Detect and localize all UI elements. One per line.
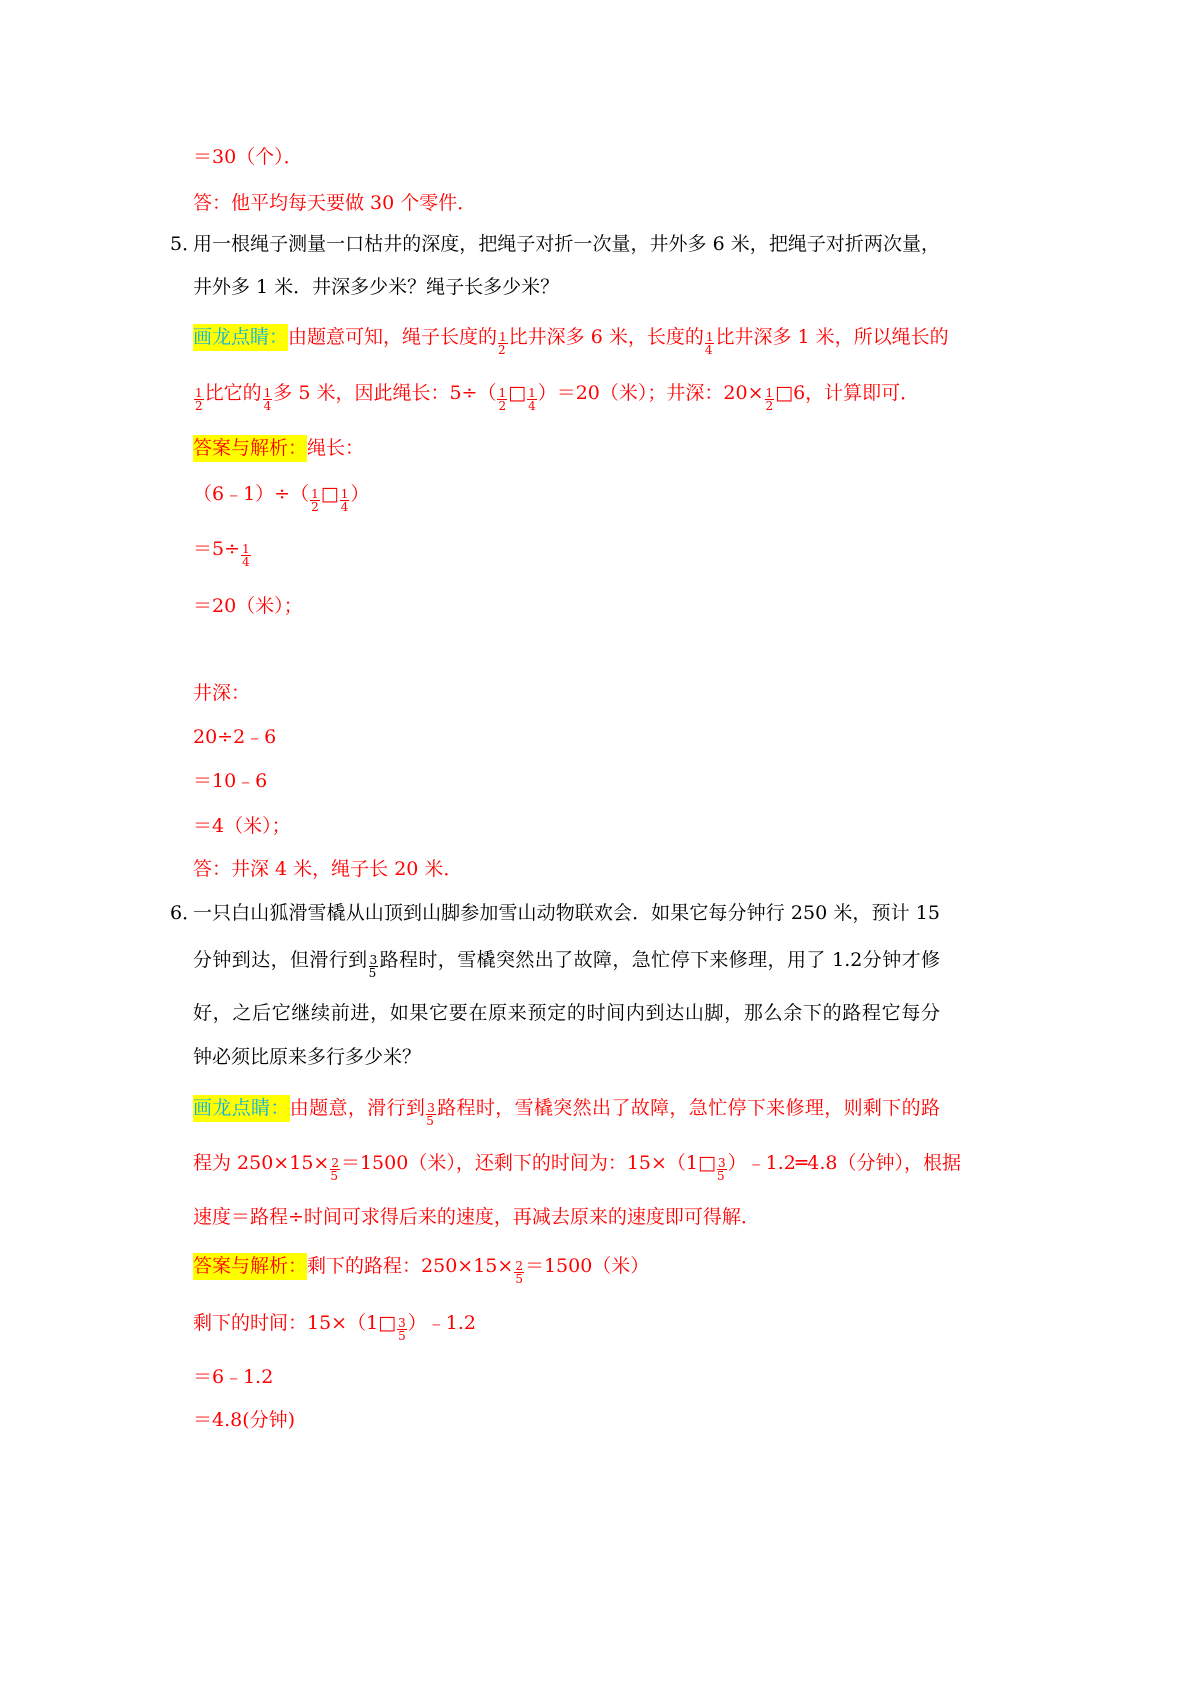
step-text: 剩下的路程：250×15×: [307, 1255, 514, 1277]
fraction-denominator: 2: [498, 343, 506, 357]
hint-text: 比它的: [204, 382, 262, 404]
hint-label: 画龙点睛：: [193, 324, 288, 351]
fraction-numerator: 3: [398, 1316, 406, 1330]
remaining-time-line: [193, 1311, 476, 1342]
fraction: [514, 1260, 524, 1285]
fraction: [194, 387, 204, 412]
fraction-numerator: 2: [515, 1259, 523, 1273]
hint-text: 程为 250×15×: [193, 1152, 330, 1174]
question-6-hint-line-1: [193, 1096, 940, 1127]
hint-text: ）＝20（米）；井深：20×: [537, 382, 764, 404]
fraction-denominator: 2: [765, 399, 774, 413]
fraction-numerator: 2: [331, 1156, 339, 1170]
fraction: [241, 543, 251, 568]
question-6-hint-line-3: 速度＝路程÷时间可求得后来的速度，再减去原来的速度即可得解．: [193, 1206, 760, 1228]
fraction: [497, 387, 507, 412]
well-depth-label: 井深：: [193, 682, 251, 704]
fraction-numerator: 1: [311, 487, 319, 501]
question-5-number: 5．: [170, 233, 202, 255]
step-text: ＝5÷: [193, 538, 241, 560]
fraction: [527, 387, 537, 412]
rope-step-3: ＝20（米）；: [193, 595, 303, 617]
fraction: [426, 1102, 436, 1127]
time-step-2: ＝4.8(分钟): [193, 1409, 296, 1431]
step-text: ）: [350, 483, 370, 505]
fraction: [705, 331, 715, 356]
question-text: 分钟到达，但滑行到: [193, 949, 368, 971]
fraction-denominator: 4: [263, 399, 272, 413]
rope-step-2: [193, 537, 252, 568]
question-5-final-answer: 答：井深 4 米，绳子长 20 米．: [193, 858, 463, 880]
calc-result-line: ＝30（个）．: [193, 146, 303, 168]
fraction-numerator: 1: [195, 386, 203, 400]
question-5-hint-line-2: [193, 381, 919, 412]
well-step-3: ＝4（米）；: [193, 815, 291, 837]
question-5-answer-heading: [193, 436, 364, 460]
fraction-numerator: 3: [369, 953, 378, 967]
question-6-text-line-1: 一只白山狐滑雪橇从山顶到山脚参加雪山动物联欢会．如果它每分钟行 250 米，预计 15: [193, 902, 940, 924]
fraction-numerator: 3: [717, 1156, 726, 1170]
fraction: [340, 488, 350, 513]
hint-text: 多 5 米，因此绳长：5÷（: [273, 382, 497, 404]
fraction-denominator: 4: [242, 555, 250, 569]
fraction-numerator: 1: [499, 330, 507, 344]
previous-answer-line: 答：他平均每天要做 30 个零件．: [193, 192, 477, 214]
question-6-hint-line-2: [193, 1151, 961, 1183]
fraction-denominator: 5: [330, 1169, 338, 1183]
fraction-numerator: 1: [765, 386, 774, 400]
fraction-denominator: 5: [368, 966, 377, 980]
question-5-hint-line-1: [193, 325, 949, 357]
step-text: ）﹣1.2: [407, 1312, 476, 1334]
fraction-numerator: 1: [498, 386, 507, 400]
fraction: [263, 387, 273, 412]
fraction-denominator: 4: [340, 500, 349, 514]
hint-text: 由题意可知，绳子长度的: [288, 326, 498, 348]
well-step-2: ＝10﹣6: [193, 770, 268, 792]
hint-text: □: [508, 382, 527, 404]
question-6-text-line-2: [193, 948, 940, 979]
fraction-denominator: 2: [498, 399, 507, 413]
question-6-number: 6．: [170, 902, 202, 924]
hint-text: 由题意，滑行到: [289, 1097, 426, 1119]
fraction: [397, 1317, 407, 1342]
question-5-text-line-1: 用一根绳子测量一口枯井的深度，把绳子对折一次量，井外多 6 米，把绳子对折两次量，: [193, 233, 940, 255]
fraction-numerator: 1: [705, 330, 714, 344]
hint-text: 比井深多 6 米，长度的: [508, 326, 704, 348]
fraction: [765, 387, 775, 412]
step-text: 剩下的时间：15×（1□: [193, 1312, 397, 1334]
fraction-numerator: 1: [528, 386, 536, 400]
answer-label: 答案与解析：: [193, 1253, 307, 1280]
hint-text: □6，计算即可．: [775, 382, 920, 404]
fraction-denominator: 5: [426, 1114, 434, 1128]
fraction: [330, 1157, 340, 1182]
step-text: ＝1500（米）: [524, 1255, 650, 1277]
fraction-numerator: 3: [427, 1101, 435, 1115]
hint-label: 画龙点睛：: [193, 1095, 290, 1122]
fraction: [369, 954, 379, 979]
fraction-denominator: 5: [515, 1272, 523, 1286]
fraction: [310, 488, 320, 513]
time-step-1: ＝6﹣1.2: [193, 1366, 274, 1388]
well-step-1: 20÷2﹣6: [193, 726, 277, 748]
fraction-denominator: 2: [311, 500, 319, 514]
fraction-denominator: 4: [704, 343, 713, 357]
step-text: （6﹣1）÷（: [193, 483, 310, 505]
question-6-text-line-3: 好，之后它继续前进，如果它要在原来预定的时间内到达山脚，那么余下的路程它每分: [193, 1002, 940, 1024]
question-5-text-line-2: 井外多 1 米．井深多少米？绳子长多少米？: [193, 276, 560, 298]
step-text: □: [320, 483, 339, 505]
fraction-numerator: 1: [263, 386, 272, 400]
answer-label: 答案与解析：: [193, 435, 307, 462]
fraction: [717, 1157, 727, 1182]
hint-text: 比井深多 1 米，所以绳长的: [715, 326, 949, 348]
question-6-text-line-4: 钟必须比原来多行多少米？: [193, 1046, 422, 1068]
hint-text: 路程时，雪橇突然出了故障，急忙停下来修理，则剩下的路: [436, 1097, 940, 1119]
fraction-denominator: 5: [716, 1169, 725, 1183]
hint-text: ）﹣1.2═4.8（分钟），根据: [727, 1152, 961, 1174]
fraction-denominator: 5: [398, 1329, 406, 1343]
fraction-numerator: 1: [340, 487, 349, 501]
fraction-denominator: 2: [195, 399, 203, 413]
fraction-denominator: 4: [528, 399, 536, 413]
rope-length-label: 绳长：: [307, 437, 365, 459]
question-text: 路程时，雪橇突然出了故障，急忙停下来修理，用了 1.2分钟才修: [379, 949, 940, 971]
fraction-numerator: 1: [242, 542, 250, 556]
fraction: [498, 331, 508, 356]
rope-step-1: [193, 482, 369, 513]
hint-text: ＝1500（米），还剩下的时间为：15×（1□: [340, 1152, 716, 1174]
remaining-distance-line: [193, 1254, 649, 1285]
